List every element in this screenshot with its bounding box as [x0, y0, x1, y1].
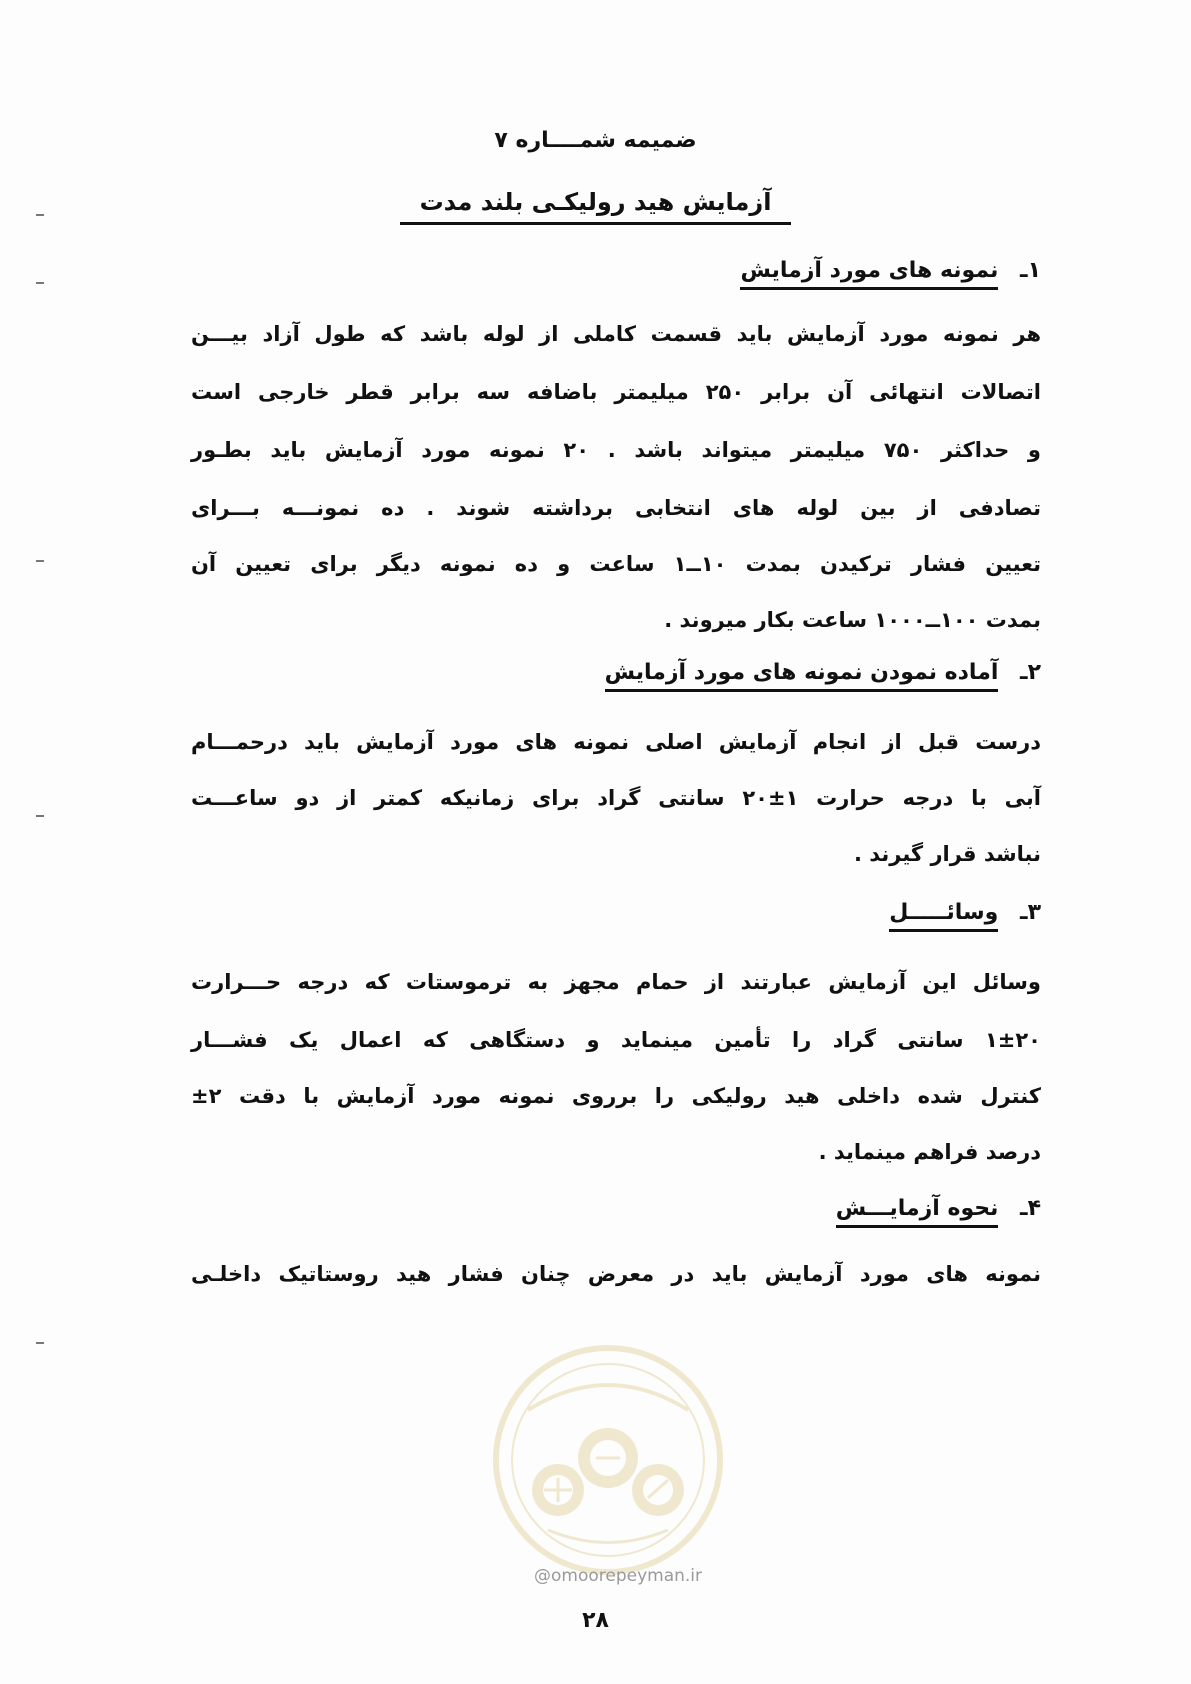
- margin-mark: [36, 815, 44, 817]
- paragraph-line: نمونه های مورد آزمایش باید در معرض چنان فشار هید روستاتیک داخلـی: [191, 1262, 1041, 1286]
- watermark-url: @omoorepeyman.ir: [533, 1566, 703, 1586]
- main-title: [0, 188, 1191, 225]
- paragraph-line: درست قبل از انجام آزمایش اصلی نمونه های مورد آزمایش باید درحمـــام: [191, 730, 1041, 754]
- section-number: ۳ـ: [1020, 900, 1041, 925]
- annex-title: ضمیمه شمــــاره ۷: [494, 128, 697, 153]
- paragraph-line: تصادفی از بین لوله های انتخابی برداشته شوند . ده نمونـــه بـــرای: [191, 496, 1041, 520]
- paragraph-line: هر نمونه مورد آزمایش باید قسمت کاملی از لوله باشد که طول آزاد بیـــن: [191, 322, 1041, 346]
- paragraph-line: و حداکثر ۷۵۰ میلیمتر میتواند باشد . ۲۰ نمونه مورد آزمایش باید بطـور: [191, 438, 1041, 462]
- margin-mark: [36, 1342, 44, 1344]
- section-number: ۴ـ: [1020, 1196, 1041, 1221]
- section-2-heading: [605, 660, 1041, 692]
- section-title: نمونه های مورد آزمایش: [740, 258, 998, 290]
- section-4-heading: [836, 1196, 1041, 1228]
- page-number: ۲۸: [582, 1608, 609, 1633]
- paragraph-line: بمدت ۱۰۰ــ۱۰۰۰ ساعت بکار میروند .: [664, 608, 1041, 632]
- section-title: آماده نمودن نمونه های مورد آزمایش: [605, 660, 999, 692]
- paragraph-line: وسائل این آزمایش عبارتند از حمام مجهز به ترموستات که درجه حـــرارت: [191, 970, 1041, 994]
- section-number: ۲ـ: [1020, 660, 1041, 685]
- section-1-heading: [740, 258, 1041, 290]
- paragraph-line: درصد فراهم مینماید .: [818, 1140, 1041, 1164]
- section-number: ۱ـ: [1020, 258, 1041, 283]
- paragraph-line: اتصالات انتهائی آن برابر ۲۵۰ میلیمتر باضافه سه برابر قطر خارجی است: [191, 380, 1041, 404]
- margin-mark: [36, 560, 44, 562]
- main-title-text: آزمایش هید رولیکـی بلند مدت: [400, 188, 792, 225]
- paragraph-line: کنترل شده داخلی هید رولیکی را برروی نمونه مورد آزمایش با دقت ۲±: [191, 1084, 1041, 1108]
- paragraph-line: نباشد قرار گیرند .: [853, 842, 1041, 866]
- paragraph-line: ۱±۲۰ سانتی گراد را تأمین مینماید و دستگاهی که اعمال یک فشـــار: [191, 1028, 1041, 1052]
- section-title: وسائـــــل: [889, 900, 998, 932]
- paragraph-line: تعیین فشار ترکیدن بمدت ۱۰ــ۱ ساعت و ده نمونه دیگر برای تعیین آن: [191, 552, 1041, 576]
- section-3-heading: [889, 900, 1041, 932]
- watermark-seal-icon: [488, 1340, 728, 1580]
- section-title: نحوه آزمایـــش: [836, 1196, 999, 1228]
- margin-mark: [36, 282, 44, 284]
- paragraph-line: آبی با درجه حرارت ۱±۲۰ سانتی گراد برای زمانیکه کمتر از دو ساعـــت: [191, 786, 1041, 810]
